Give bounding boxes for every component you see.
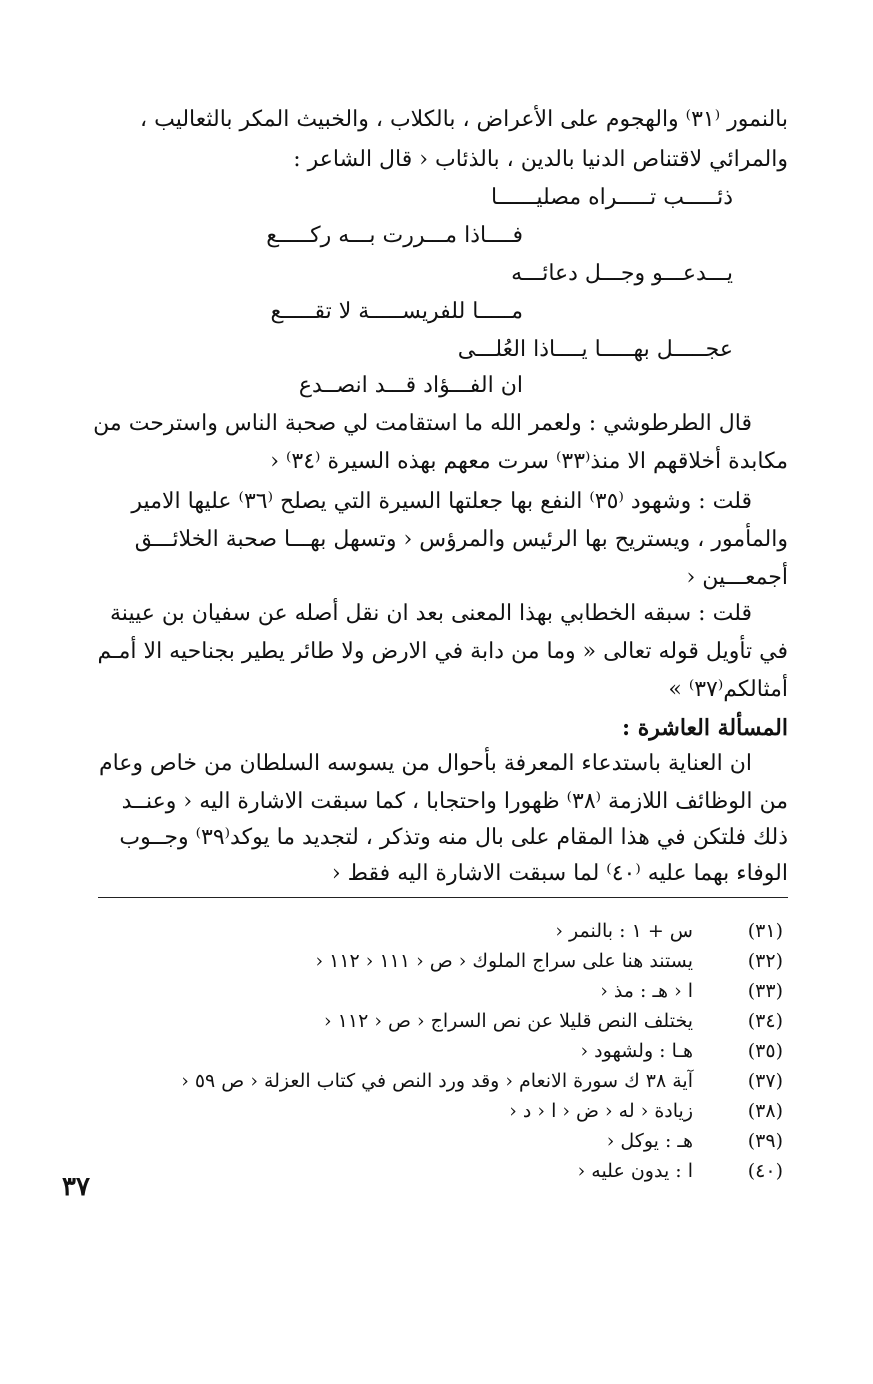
section-heading: المسألة العاشرة : <box>621 715 788 741</box>
body-line: قلت : سبقه الخطابي بهذا المعنى بعد ان نقل أصله عن سفيان بن عيينة <box>110 601 752 626</box>
footnote-text: آية ٣٨ ك سورة الانعام ‹ وقد ورد النص في كتاب العزلة ‹ ص ٥٩ ‹ <box>181 1070 693 1092</box>
footnote-number: (٣٤) <box>747 1010 783 1032</box>
footnote-number: (٤٠) <box>747 1160 783 1182</box>
body-line: ذلك فلتكن في هذا المقام على بال منه وتذكر ، لتجديد ما يوكد⁽٣٩⁾ وجــوب <box>119 825 788 850</box>
footnote <box>93 976 783 1006</box>
footnote-number: (٣٨) <box>747 1100 783 1122</box>
poem-hemistich: فــــاذا مـــررت بـــه ركـــــع <box>266 223 523 248</box>
footnote <box>93 1066 783 1096</box>
footnote-divider <box>98 897 788 898</box>
body-line: الوفاء بهما عليه ⁽٤٠⁾ لما سبقت الاشارة اليه فقط ‹ <box>331 861 788 886</box>
footnote-text: هـا : ولشهود ‹ <box>580 1040 693 1062</box>
footnote-number: (٣١) <box>747 920 783 942</box>
footnote <box>93 916 783 946</box>
poem-hemistich: ان الفـــؤاد قـــد انصــدع <box>298 373 523 398</box>
body-line: والمأمور ، ويستريح بها الرئيس والمرؤس ‹ وتسهل بهـــا صحبة الخلائـــق <box>134 527 788 552</box>
footnote-text: هـ : يوكل ‹ <box>606 1130 693 1152</box>
footnote-number: (٣٧) <box>747 1070 783 1092</box>
footnote <box>93 946 783 976</box>
body-line: ان العناية باستدعاء المعرفة بأحوال من يسوسه السلطان من خاص وعام <box>98 751 752 776</box>
footnote-number: (٣٣) <box>747 980 783 1002</box>
footnote-text: ا : يدون عليه ‹ <box>577 1160 693 1182</box>
body-line: من الوظائف اللازمة ⁽٣٨⁾ ظهورا واحتجابا ، كما سبقت الاشارة اليه ‹ وعنــد <box>121 789 788 814</box>
footnote-number: (٣٩) <box>747 1130 783 1152</box>
body-line: بالنمور ⁽٣١⁾ والهجوم على الأعراض ، بالكلاب ، والخبيث المكر بالثعاليب ، <box>140 107 788 132</box>
body-line: أجمعـــين ‹ <box>686 565 788 590</box>
poem-hemistich: عجـــــل بهـــــا يــــاذا العُلـــى <box>457 337 733 362</box>
body-line: مكابدة أخلاقهم الا منذ⁽٣٣⁾ سرت معهم بهذه السيرة ⁽٣٤⁾ ‹ <box>270 449 788 474</box>
footnote-text: ا ‹ هـ : مذ ‹ <box>600 980 693 1002</box>
footnote-number: (٣٢) <box>747 950 783 972</box>
footnote-text: زيادة ‹ له ‹ ض ‹ ا ‹ د ‹ <box>509 1100 693 1122</box>
footnote-text: يستند هنا على سراج الملوك ‹ ص ‹ ١١١ ‹ ١١٢ ‹ <box>315 950 693 972</box>
footnote <box>93 1036 783 1066</box>
body-line: قال الطرطوشي : ولعمر الله ما استقامت لي صحبة الناس واسترحت من <box>93 411 752 436</box>
footnote <box>93 1096 783 1126</box>
poem-hemistich: ذئـــــب تـــــراه مصليــــــا <box>490 185 733 210</box>
body-line: في تأويل قوله تعالى « وما من دابة في الارض ولا طائر يطير بجناحيه الا أمـم <box>97 639 788 664</box>
body-line: أمثالكم⁽٣٧⁾ » <box>668 677 788 702</box>
footnote-text: يختلف النص قليلا عن نص السراج ‹ ص ‹ ١١٢ ‹ <box>324 1010 693 1032</box>
body-line: قلت : وشهود ⁽٣٥⁾ النفع بها جعلتها السيرة التي يصلح ⁽٣٦⁾ عليها الامير <box>131 489 752 514</box>
footnote <box>93 1126 783 1156</box>
footnote <box>93 1156 783 1186</box>
footnote <box>93 1006 783 1036</box>
page-number: ٣٧ <box>62 1172 90 1202</box>
footnote-text: س + ١ : بالنمر ‹ <box>555 920 693 942</box>
poem-hemistich: مـــــا للفريســـــة لا تقـــــع <box>270 299 523 324</box>
footnote-number: (٣٥) <box>747 1040 783 1062</box>
poem-hemistich: يـــدعـــو وجـــل دعائـــه <box>511 261 733 286</box>
body-line: والمرائي لاقتناص الدنيا بالدين ، بالذئاب ‹ قال الشاعر : <box>293 147 788 172</box>
